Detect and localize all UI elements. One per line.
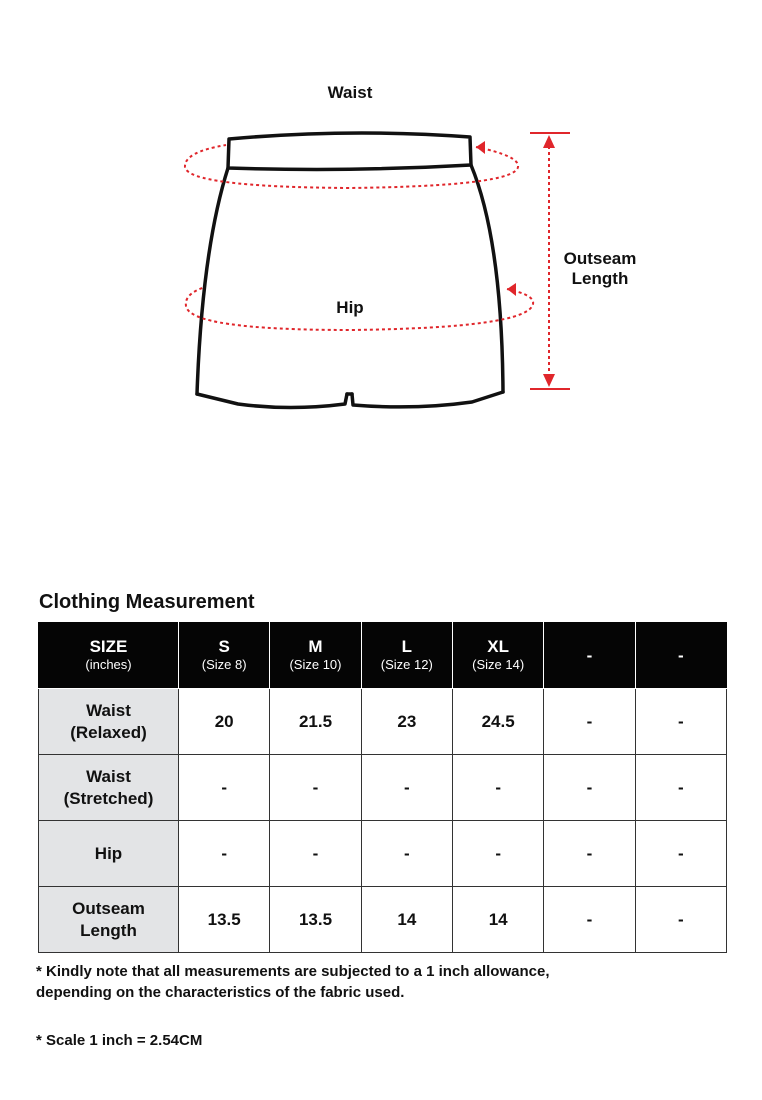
row-label: Hip (39, 821, 179, 887)
table-cell: - (635, 821, 726, 887)
table-cell: 23 (361, 689, 452, 755)
table-cell: - (179, 821, 270, 887)
outseam-length-label: Outseam Length (563, 249, 637, 288)
table-row-outseam-length (39, 887, 727, 953)
skort-diagram (0, 0, 762, 440)
row-label: Waist (Relaxed) (39, 689, 179, 755)
header-cell-blank-1: - (544, 623, 635, 689)
table-cell: 14 (361, 887, 452, 953)
table-cell: - (361, 821, 452, 887)
outseam-arrow-up (543, 135, 555, 148)
right-hem (352, 392, 503, 407)
hip-label: Hip (336, 298, 364, 317)
table-cell: - (544, 821, 635, 887)
table-cell: - (544, 755, 635, 821)
table-row-hip (39, 821, 727, 887)
left-side-seam (197, 168, 228, 394)
table-cell: 21.5 (270, 689, 361, 755)
allowance-note: * Kindly note that all measurements are subjected to a 1 inch allowance, depending on the characteristics of the fabric used. (36, 963, 550, 1001)
header-cell-size: SIZE (inches) (39, 623, 179, 689)
right-side-seam (471, 165, 503, 392)
waist-label: Waist (327, 83, 373, 102)
hip-arrow-head (507, 283, 516, 296)
left-hem (197, 394, 347, 408)
table-cell: - (270, 821, 361, 887)
table-cell: - (179, 755, 270, 821)
table-cell: 24.5 (452, 689, 543, 755)
waistband-shape (228, 133, 471, 170)
header-cell-m: M (Size 10) (270, 623, 361, 689)
measurement-table (38, 622, 727, 953)
table-cell: - (452, 755, 543, 821)
table-header-row (39, 623, 727, 689)
row-label: Waist (Stretched) (39, 755, 179, 821)
scale-note: * Scale 1 inch = 2.54CM (36, 1032, 203, 1049)
table-cell: 13.5 (179, 887, 270, 953)
waist-arrow-head (476, 141, 485, 154)
section-title: Clothing Measurement (39, 591, 255, 613)
header-cell-l: L (Size 12) (361, 623, 452, 689)
table-cell: 14 (452, 887, 543, 953)
garment-outline (197, 133, 503, 408)
table-cell: - (635, 689, 726, 755)
header-cell-blank-2: - (635, 623, 726, 689)
table-cell: - (635, 755, 726, 821)
table-cell: - (544, 887, 635, 953)
table-cell: 13.5 (270, 887, 361, 953)
table-cell: 20 (179, 689, 270, 755)
table-cell: - (544, 689, 635, 755)
row-label: Outseam Length (39, 887, 179, 953)
header-cell-xl: XL (Size 14) (452, 623, 543, 689)
table-cell: - (452, 821, 543, 887)
table-cell: - (270, 755, 361, 821)
header-cell-s: S (Size 8) (179, 623, 270, 689)
table-cell: - (635, 887, 726, 953)
table-cell: - (361, 755, 452, 821)
table-row-waist-stretched (39, 755, 727, 821)
table-row-waist-relaxed (39, 689, 727, 755)
measurement-diagram (0, 0, 762, 440)
outseam-arrow-down (543, 374, 555, 387)
